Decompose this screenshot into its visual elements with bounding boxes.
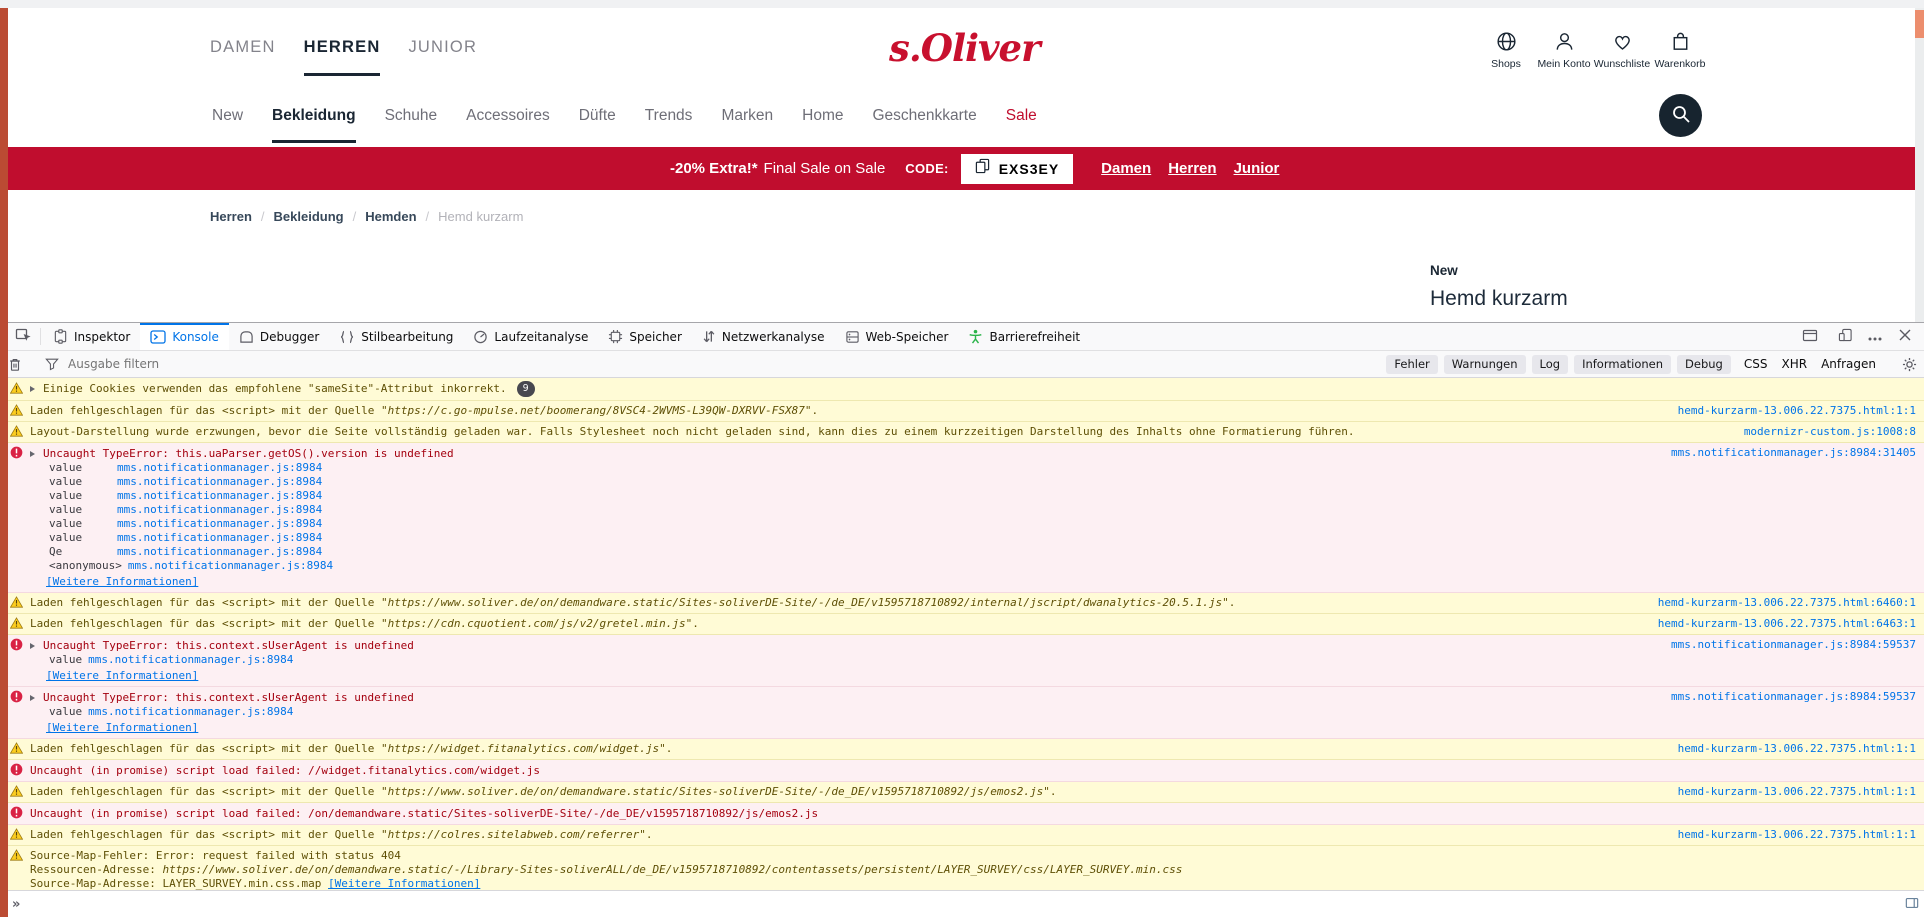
account-item-label: Wunschliste xyxy=(1593,58,1651,70)
performance-icon xyxy=(473,329,488,344)
promo-highlight: -20% Extra!* xyxy=(670,160,758,177)
source-location-link[interactable]: hemd-kurzarm-13.006.22.7375.html:6460:1 xyxy=(1657,596,1916,609)
source-location-link[interactable]: hemd-kurzarm-13.006.22.7375.html:1:1 xyxy=(1677,742,1916,755)
gear-icon xyxy=(1902,357,1917,372)
message-text: Laden fehlgeschlagen für das <script> mit der Quelle xyxy=(30,404,381,417)
message-text: Laden fehlgeschlagen für das <script> mit der Quelle xyxy=(30,617,381,630)
window-edge-strip xyxy=(0,8,8,917)
console-warning-row xyxy=(0,593,1924,614)
console-message xyxy=(30,742,672,755)
console-message-line xyxy=(30,877,1924,890)
tab-barrierefreiheit[interactable] xyxy=(958,323,1090,350)
breadcrumb-hemden[interactable]: Hemden xyxy=(365,209,417,224)
source-location-link[interactable]: mms.notificationmanager.js:8984:31405 xyxy=(1670,446,1916,459)
stack-function: Qe xyxy=(49,545,63,558)
console-message xyxy=(43,382,535,395)
tab-netzwerkanalyse[interactable] xyxy=(692,323,835,350)
source-link[interactable]: mms.notificationmanager.js:8984 xyxy=(117,517,323,530)
console-toolbar xyxy=(0,351,1924,378)
breadcrumb-hemd-kurzarm: Hemd kurzarm xyxy=(438,209,524,224)
console-icon xyxy=(150,330,166,344)
expand-arrow-icon[interactable] xyxy=(30,643,35,649)
source-location-link[interactable]: hemd-kurzarm-13.006.22.7375.html:1:1 xyxy=(1677,404,1916,417)
site-header xyxy=(0,8,1924,322)
source-link[interactable]: mms.notificationmanager.js:8984 xyxy=(117,545,323,558)
error-icon xyxy=(10,806,23,819)
warning-icon xyxy=(10,828,23,840)
source-location-link[interactable]: mms.notificationmanager.js:8984:59537 xyxy=(1670,690,1916,703)
filter-toggle-warnungen[interactable]: Warnungen xyxy=(1444,355,1526,374)
console-error-row xyxy=(0,687,1924,739)
warning-icon xyxy=(10,742,23,754)
message-url: "https://c.go-mpulse.net/boomerang/8VSC4-2WVMS-L39QW-DXRVV-FSX87" xyxy=(381,404,812,417)
console-message xyxy=(30,404,818,417)
account-item-wunschliste[interactable] xyxy=(1593,29,1651,70)
accessibility-icon xyxy=(968,329,983,344)
breadcrumb-herren[interactable]: Herren xyxy=(210,209,252,224)
expand-arrow-icon[interactable] xyxy=(30,386,35,392)
promo-banner-content xyxy=(670,147,1279,190)
pick-element-icon xyxy=(15,327,32,346)
tab-label: Web-Speicher xyxy=(865,329,949,344)
tab-laufzeitanalyse[interactable] xyxy=(463,323,598,350)
source-link[interactable]: mms.notificationmanager.js:8984 xyxy=(117,531,323,544)
promo-link-junior[interactable]: Junior xyxy=(1233,160,1280,177)
console-message xyxy=(30,785,1057,798)
message-text: . xyxy=(645,828,653,841)
heart-icon xyxy=(1611,29,1634,53)
stack-function: value xyxy=(49,475,83,488)
message-text: Source-Map-Fehler: Error: request failed with status 404 xyxy=(30,849,401,862)
promo-links xyxy=(1101,160,1279,177)
breadcrumb-separator: / xyxy=(425,209,430,224)
product-title: Hemd kurzarm xyxy=(1430,287,1568,310)
search-button[interactable] xyxy=(1659,94,1702,137)
message-text: Laden fehlgeschlagen für das <script> mit der Quelle xyxy=(30,596,381,609)
promo-link-damen[interactable]: Damen xyxy=(1101,160,1152,177)
tab-label: Konsole xyxy=(172,329,219,344)
source-link[interactable]: mms.notificationmanager.js:8984 xyxy=(88,653,294,666)
memory-icon xyxy=(608,329,623,344)
repeat-count-badge: 9 xyxy=(517,381,535,397)
split-console-icon[interactable] xyxy=(1905,897,1919,909)
devtools-controls xyxy=(1795,323,1924,350)
tab-debugger[interactable] xyxy=(229,323,329,350)
console-warning-row xyxy=(0,401,1924,422)
close-devtools-button[interactable] xyxy=(1890,329,1920,344)
stack-function: value xyxy=(49,531,83,544)
console-warning-row xyxy=(0,782,1924,803)
console-prompt: » xyxy=(12,896,21,912)
dock-icon xyxy=(1802,329,1818,345)
console-message xyxy=(30,596,1235,609)
stack-function: value xyxy=(49,705,83,718)
message-text: Laden fehlgeschlagen für das <script> mit der Quelle xyxy=(30,742,381,755)
tab-konsole[interactable] xyxy=(140,323,229,350)
divider xyxy=(40,328,41,345)
stack-frame xyxy=(49,531,1924,545)
product-badge: New xyxy=(1430,263,1458,278)
console-message xyxy=(30,764,540,777)
stack-frame xyxy=(49,705,1924,719)
error-icon xyxy=(10,638,23,651)
console-input-row[interactable] xyxy=(0,890,1924,917)
stack-function: value xyxy=(49,489,83,502)
user-icon xyxy=(1553,29,1576,53)
message-text: . xyxy=(692,617,699,630)
subnav-item-home[interactable]: Home xyxy=(802,107,844,124)
message-text: Ressourcen-Adresse: xyxy=(30,863,163,876)
close-icon xyxy=(1899,329,1911,344)
bag-icon xyxy=(1669,29,1692,53)
message-url: "https://www.soliver.de/on/demandware.static/Sites-soliverDE-Site/-/de_DE/v1595718710892/internal/jscript/dwanalytics-20.5.1.js" xyxy=(381,596,1229,609)
window-edge-top xyxy=(0,0,1924,8)
pick-element-button[interactable] xyxy=(8,323,38,350)
responsive-mode-icon xyxy=(1838,328,1853,345)
dock-button[interactable] xyxy=(1795,329,1825,345)
promo-code-box[interactable] xyxy=(961,154,1073,184)
stack-frame xyxy=(49,653,1924,667)
filter-category-css[interactable]: CSS xyxy=(1743,357,1768,371)
devtools-panel xyxy=(0,322,1924,917)
console-message xyxy=(30,807,818,820)
message-text: Einige Cookies verwenden das empfohlene "sameSite"-Attribut inkorrekt. xyxy=(43,382,507,395)
learn-more-link[interactable]: [Weitere Informationen] xyxy=(328,877,481,890)
console-settings-button[interactable] xyxy=(1894,357,1924,372)
promo-code: EXS3EY xyxy=(998,160,1060,177)
warning-icon xyxy=(10,425,23,437)
source-link[interactable]: mms.notificationmanager.js:8984 xyxy=(117,489,323,502)
warning-icon xyxy=(10,382,23,394)
message-text: Layout-Darstellung wurde erzwungen, bevor die Seite vollständig geladen war. Falls Stylesheet noch nicht geladen sind, kann dies zu einem kurzzeitigen Darstellung des Inhalts ohne Formatierung führen. xyxy=(30,425,1355,438)
warning-icon xyxy=(10,596,23,608)
breadcrumb-separator: / xyxy=(352,209,357,224)
console-message xyxy=(30,425,1355,438)
tab-inspektor[interactable] xyxy=(43,323,140,350)
stack-frame xyxy=(49,489,1924,503)
message-text: Uncaught TypeError: this.uaParser.getOS().version is undefined xyxy=(43,447,454,460)
category-filters xyxy=(1737,357,1883,371)
subnav-item-accessoires[interactable]: Accessoires xyxy=(466,107,550,124)
filter-category-anfragen[interactable]: Anfragen xyxy=(1821,357,1876,371)
devtools-tabs xyxy=(43,323,1090,350)
filter-input[interactable] xyxy=(66,356,1380,372)
trash-icon xyxy=(8,357,22,372)
source-link[interactable]: mms.notificationmanager.js:8984 xyxy=(117,503,323,516)
console-message-line xyxy=(30,863,1924,877)
source-link[interactable]: mms.notificationmanager.js:8984 xyxy=(88,705,294,718)
account-item-label: Mein Konto xyxy=(1537,58,1591,70)
gender-nav xyxy=(210,38,477,57)
message-url: "https://widget.fitanalytics.com/widget.js" xyxy=(381,742,666,755)
breadcrumb-separator: / xyxy=(260,209,265,224)
stack-function: value xyxy=(49,461,83,474)
error-icon xyxy=(10,446,23,459)
console-error-row xyxy=(0,760,1924,782)
tab-label: Laufzeitanalyse xyxy=(494,329,589,344)
stack-frame xyxy=(49,461,1924,475)
menu-button[interactable] xyxy=(1860,330,1890,344)
stack-frame xyxy=(49,559,1924,573)
style-editor-icon xyxy=(339,330,355,344)
tab-label: Speicher xyxy=(629,329,682,344)
source-link[interactable]: mms.notificationmanager.js:8984 xyxy=(117,475,323,488)
tab-label: Debugger xyxy=(259,329,320,344)
stack-frame xyxy=(49,517,1924,531)
warning-icon xyxy=(10,849,23,861)
message-text: Uncaught (in promise) script load failed: /on/demandware.static/Sites-soliverDE-Site/-/de_DE/v1595718710892/js/emos2.js xyxy=(30,807,819,820)
promo-link-herren[interactable]: Herren xyxy=(1168,160,1217,177)
console-message xyxy=(30,617,699,630)
message-text: Laden fehlgeschlagen für das <script> mit der Quelle xyxy=(30,785,381,798)
console-output xyxy=(0,378,1924,890)
inspector-icon xyxy=(53,329,68,344)
filter-icon xyxy=(45,357,59,371)
search-icon xyxy=(1671,104,1691,127)
console-error-row xyxy=(0,635,1924,687)
promo-banner xyxy=(8,147,1917,190)
promo-code-label: CODE: xyxy=(905,161,949,176)
subnav-item-new[interactable]: New xyxy=(212,107,244,124)
brand-logo[interactable]: s.Oliver xyxy=(889,26,1040,70)
console-message xyxy=(43,639,414,652)
stack-frame xyxy=(49,545,1924,559)
account-item-shops[interactable] xyxy=(1477,29,1535,70)
tab-stilbearbeitung[interactable] xyxy=(329,323,463,350)
message-url: https://www.soliver.de/on/demandware.static/-/Library-Sites-soliverALL/de_DE/v1595718710892/contentassets/persistent/LAYER_SURVEY/css/LAYER_SURVEY.min.css xyxy=(162,863,1183,876)
warning-icon xyxy=(10,404,23,416)
subnav-item-trends[interactable]: Trends xyxy=(644,107,693,124)
topnav-item-herren[interactable]: HERREN xyxy=(303,38,381,56)
console-message xyxy=(30,828,653,841)
subnav-item-bekleidung[interactable]: Bekleidung xyxy=(272,107,356,124)
message-text: Uncaught (in promise) script load failed: //widget.fitanalytics.com/widget.js xyxy=(30,764,540,777)
console-message xyxy=(43,691,414,704)
message-text: Source-Map-Adresse: LAYER_SURVEY.min.css.map xyxy=(30,877,329,890)
source-location-link[interactable]: mms.notificationmanager.js:8984:59537 xyxy=(1670,638,1916,651)
learn-more-link[interactable]: [Weitere Informationen] xyxy=(46,575,199,588)
account-item-label: Shops xyxy=(1491,58,1521,70)
subnav-item-sale[interactable]: Sale xyxy=(1005,107,1037,124)
subnav-item-geschenkkarte[interactable]: Geschenkkarte xyxy=(872,107,977,124)
filter-toggle-fehler[interactable]: Fehler xyxy=(1386,355,1437,374)
debugger-icon xyxy=(239,330,254,344)
topnav-item-damen[interactable]: DAMEN xyxy=(210,38,276,56)
stack-function: value xyxy=(49,503,83,516)
message-url: "https://www.soliver.de/on/demandware.static/Sites-soliverDE-Site/-/de_DE/v1595718710892/js/emos2.js" xyxy=(381,785,1050,798)
console-warning-row xyxy=(0,378,1924,401)
learn-more-link[interactable]: [Weitere Informationen] xyxy=(46,669,199,682)
warning-icon xyxy=(10,785,23,797)
expand-arrow-icon[interactable] xyxy=(30,451,35,457)
stack-function: value xyxy=(49,517,83,530)
tab-label: Inspektor xyxy=(74,329,131,344)
source-location-link[interactable]: hemd-kurzarm-13.006.22.7375.html:1:1 xyxy=(1677,785,1916,798)
console-message xyxy=(30,849,401,862)
warning-icon xyxy=(10,617,23,629)
account-nav xyxy=(1477,29,1709,70)
source-link[interactable]: mms.notificationmanager.js:8984 xyxy=(117,461,323,474)
level-filter-toggles xyxy=(1380,355,1730,374)
source-link[interactable]: mms.notificationmanager.js:8984 xyxy=(127,559,334,572)
tab-label: Stilbearbeitung xyxy=(361,329,454,344)
stack-function: value xyxy=(49,653,83,666)
account-item-label: Warenkorb xyxy=(1654,58,1706,70)
message-text: Uncaught TypeError: this.context.sUserAgent is undefined xyxy=(43,639,414,652)
breadcrumb xyxy=(210,209,523,224)
console-warning-row xyxy=(0,422,1924,443)
tab-web-speicher[interactable] xyxy=(835,323,959,350)
filter-category-xhr[interactable]: XHR xyxy=(1781,357,1808,371)
globe-icon xyxy=(1495,29,1518,53)
message-url: "https://colres.sitelabweb.com/referrer" xyxy=(381,828,646,841)
message-url: "https://cdn.cquotient.com/js/v2/gretel.min.js" xyxy=(381,617,693,630)
error-icon xyxy=(10,690,23,703)
source-location-link[interactable]: hemd-kurzarm-13.006.22.7375.html:1:1 xyxy=(1677,828,1916,841)
account-item-mein-konto[interactable] xyxy=(1535,29,1593,70)
message-text: . xyxy=(1228,596,1236,609)
devtools-tabbar xyxy=(0,323,1924,351)
expand-arrow-icon[interactable] xyxy=(30,695,35,701)
learn-more-link[interactable]: [Weitere Informationen] xyxy=(46,721,199,734)
account-item-warenkorb[interactable] xyxy=(1651,29,1709,70)
subnav-item-marken[interactable]: Marken xyxy=(721,107,774,124)
source-location-link[interactable]: modernizr-custom.js:1008:8 xyxy=(1743,425,1916,438)
tab-label: Barrierefreiheit xyxy=(989,329,1081,344)
promo-text: Final Sale on Sale xyxy=(763,160,886,177)
tab-speicher[interactable] xyxy=(598,323,691,350)
tab-label: Netzwerkanalyse xyxy=(721,329,825,344)
message-text: Uncaught TypeError: this.context.sUserAgent is undefined xyxy=(43,691,414,704)
console-warning-row xyxy=(0,739,1924,760)
message-text: . xyxy=(811,404,819,417)
filter-toggle-log[interactable]: Log xyxy=(1532,355,1569,374)
stack-frame xyxy=(49,503,1924,517)
stack-frame xyxy=(49,475,1924,489)
responsive-mode-button[interactable] xyxy=(1830,328,1860,345)
error-icon xyxy=(10,763,23,776)
category-nav xyxy=(212,107,1037,125)
console-message xyxy=(43,447,454,460)
console-warning-row xyxy=(0,846,1924,890)
console-error-row xyxy=(0,803,1924,825)
console-warning-row xyxy=(0,825,1924,846)
filter-toggle-debug[interactable]: Debug xyxy=(1677,355,1731,374)
page-scrollbar[interactable] xyxy=(1915,8,1924,322)
breadcrumb-bekleidung[interactable]: Bekleidung xyxy=(273,209,344,224)
subnav-item-düfte[interactable]: Düfte xyxy=(578,107,616,124)
network-icon xyxy=(702,329,716,344)
message-text: Laden fehlgeschlagen für das <script> mit der Quelle xyxy=(30,828,381,841)
meatball-menu-icon xyxy=(1868,330,1882,344)
source-location-link[interactable]: hemd-kurzarm-13.006.22.7375.html:6463:1 xyxy=(1657,617,1916,630)
copy-icon[interactable] xyxy=(975,158,990,179)
storage-icon xyxy=(845,330,860,344)
subnav-item-schuhe[interactable]: Schuhe xyxy=(384,107,438,124)
scrollbar-thumb[interactable] xyxy=(1915,10,1924,38)
message-text: . xyxy=(1049,785,1057,798)
console-error-row xyxy=(0,443,1924,593)
filter-toggle-informationen[interactable]: Informationen xyxy=(1574,355,1671,374)
console-warning-row xyxy=(0,614,1924,635)
message-text: . xyxy=(665,742,673,755)
topnav-item-junior[interactable]: JUNIOR xyxy=(408,38,478,56)
stack-function: <anonymous> xyxy=(49,559,122,572)
